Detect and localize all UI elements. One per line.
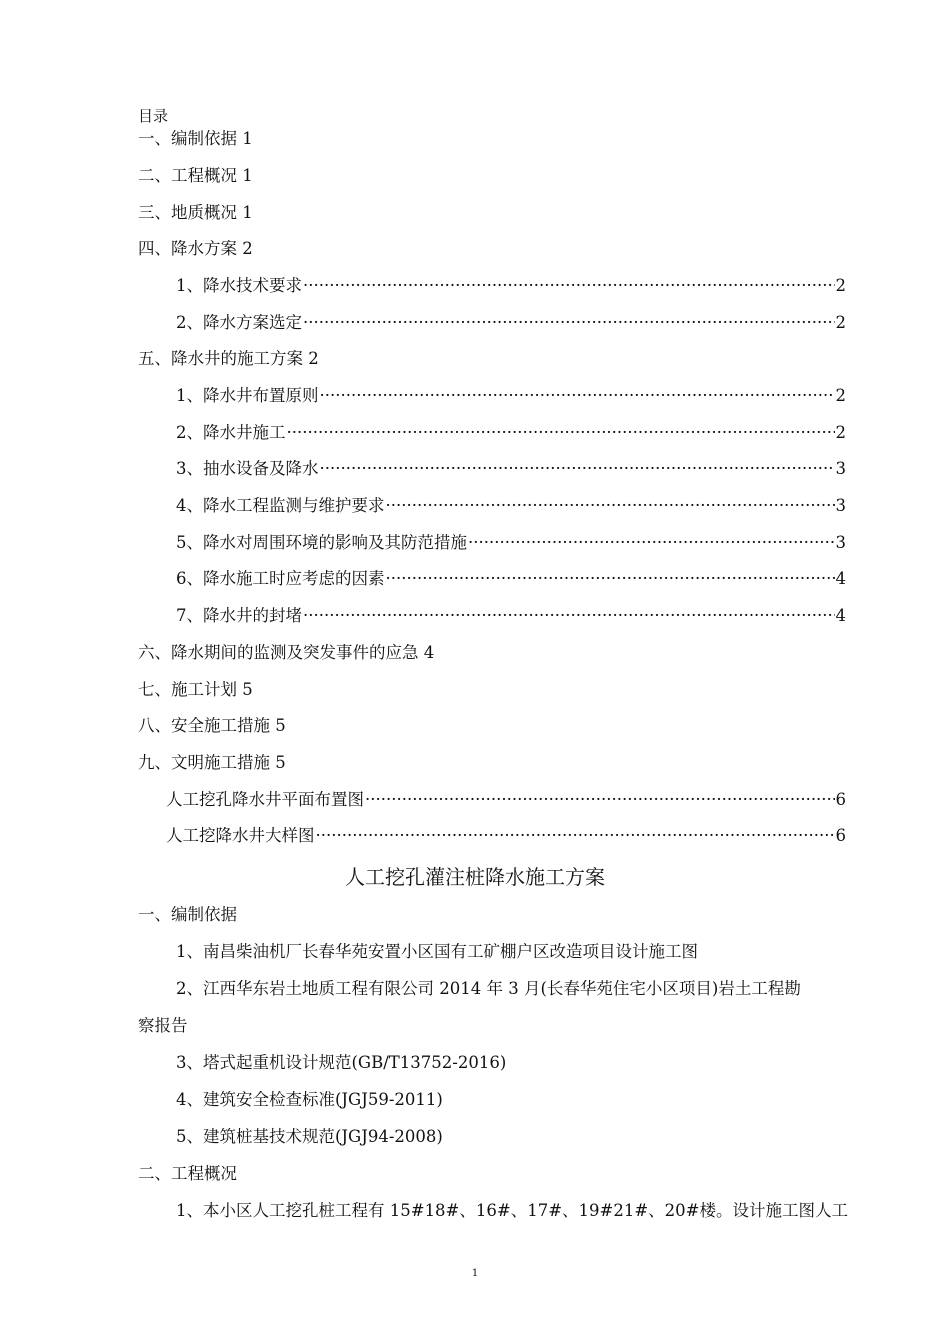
toc-entry[interactable]: 九、文明施工措施 5 (138, 753, 286, 772)
toc-entry[interactable]: 八、安全施工措施 5 (138, 716, 286, 735)
toc-entry[interactable] (176, 385, 846, 407)
paragraph-line: 4、建筑安全检查标准(JGJ59-2011) (176, 1090, 443, 1109)
toc-page-number: 4 (835, 606, 846, 625)
toc-entry[interactable] (176, 312, 846, 334)
toc-entry[interactable] (176, 532, 846, 554)
section-heading: 二、工程概况 (138, 1164, 237, 1183)
toc-entry[interactable] (176, 495, 846, 517)
toc-entry-label: 人工挖降水井大样图 (166, 826, 315, 845)
toc-leader-dots (386, 568, 835, 590)
toc-entry-label: 2、降水方案选定 (176, 313, 302, 332)
toc-page-number: 4 (835, 569, 846, 588)
toc-page-number: 2 (835, 386, 846, 405)
toc-entry[interactable]: 三、地质概况 1 (138, 203, 253, 222)
toc-page-number: 6 (835, 790, 846, 809)
toc-leader-dots (303, 275, 835, 297)
toc-page-number: 3 (835, 496, 846, 515)
toc-entry-label: 1、降水技术要求 (176, 276, 302, 295)
paragraph-line: 1、南昌柴油机厂长春华苑安置小区国有工矿棚户区改造项目设计施工图 (176, 942, 698, 961)
toc-entry[interactable] (166, 825, 846, 847)
toc-leader-dots (320, 385, 835, 407)
toc-entry[interactable] (176, 422, 846, 444)
toc-entry[interactable]: 六、降水期间的监测及突发事件的应急 4 (138, 643, 435, 662)
toc-leader-dots (386, 495, 835, 517)
toc-leader-dots (303, 605, 835, 627)
toc-leader-dots (303, 312, 835, 334)
toc-page-number: 3 (835, 533, 846, 552)
toc-entry[interactable] (176, 568, 846, 590)
toc-page-number: 2 (835, 423, 846, 442)
toc-leader-dots (316, 825, 835, 847)
toc-page-number: 6 (835, 826, 846, 845)
section-heading: 一、编制依据 (138, 905, 237, 924)
toc-entry-label: 3、抽水设备及降水 (176, 459, 319, 478)
toc-entry-label: 6、降水施工时应考虑的因素 (176, 569, 385, 588)
toc-page-number: 3 (835, 459, 846, 478)
toc-entry-label: 1、降水井布置原则 (176, 386, 319, 405)
paragraph-line: 1、本小区人工挖孔桩工程有 15#18#、16#、17#、19#21#、20#楼。设计施工图人工 (176, 1201, 848, 1220)
toc-title: 目录 (138, 107, 169, 125)
toc-entry-label: 4、降水工程监测与维护要求 (176, 496, 385, 515)
toc-leader-dots (365, 789, 835, 811)
paragraph-line: 3、塔式起重机设计规范(GB/T13752-2016) (176, 1053, 507, 1072)
document-title: 人工挖孔灌注桩降水施工方案 (345, 865, 605, 889)
toc-entry-label: 5、降水对周围环境的影响及其防范措施 (176, 533, 467, 552)
paragraph-line: 2、江西华东岩土地质工程有限公司 2014 年 3 月(长春华苑住宅小区项目)岩土工程勘 (176, 979, 801, 998)
toc-leader-dots (320, 458, 835, 480)
toc-leader-dots (287, 422, 835, 444)
toc-page-number: 2 (835, 313, 846, 332)
toc-entry[interactable]: 七、施工计划 5 (138, 680, 253, 699)
paragraph-line: 察报告 (138, 1016, 188, 1035)
toc-entry-label: 人工挖孔降水井平面布置图 (166, 790, 364, 809)
toc-entry[interactable] (176, 275, 846, 297)
toc-entry[interactable] (176, 458, 846, 480)
page-number: 1 (471, 1268, 479, 1279)
paragraph-line: 5、建筑桩基技术规范(JGJ94-2008) (176, 1127, 443, 1146)
toc-entry[interactable]: 五、降水井的施工方案 2 (138, 349, 319, 368)
toc-page-number: 2 (835, 276, 846, 295)
toc-entry[interactable]: 四、降水方案 2 (138, 239, 253, 258)
toc-entry-label: 7、降水井的封堵 (176, 606, 302, 625)
toc-leader-dots (468, 532, 835, 554)
toc-entry[interactable]: 二、工程概况 1 (138, 166, 253, 185)
toc-entry[interactable] (166, 789, 846, 811)
toc-entry[interactable] (176, 605, 846, 627)
toc-entry[interactable]: 一、编制依据 1 (138, 129, 253, 148)
toc-entry-label: 2、降水井施工 (176, 423, 286, 442)
